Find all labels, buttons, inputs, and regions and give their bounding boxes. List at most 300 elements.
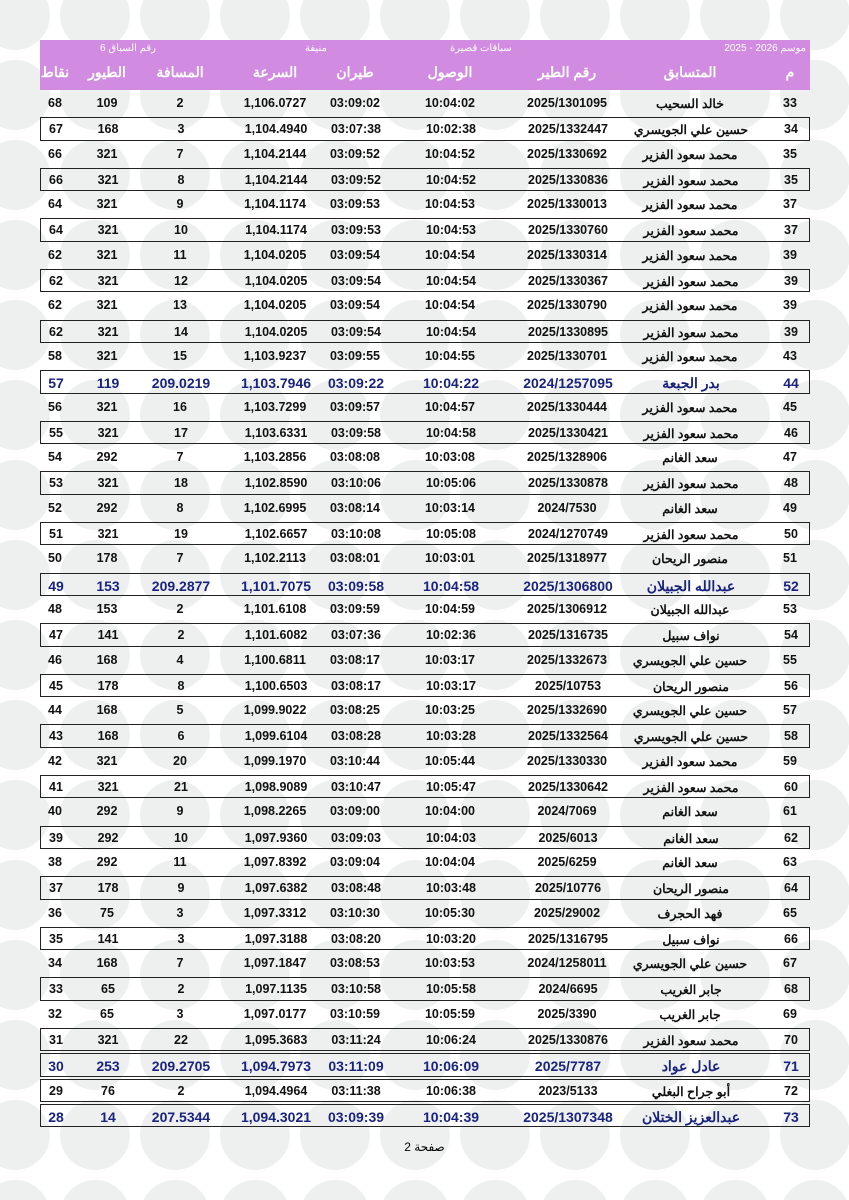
cell-ring-number: 2025/1332564 bbox=[528, 729, 608, 744]
cell-speed: 1,101.7075 bbox=[240, 577, 312, 594]
cell-rank: 35 bbox=[783, 146, 797, 161]
cell-points: 44 bbox=[48, 703, 62, 718]
cell-rank: 66 bbox=[784, 931, 798, 946]
cell-flight-time: 03:09:59 bbox=[329, 601, 381, 616]
cell-birds: 321 bbox=[97, 425, 119, 440]
cell-points: 46 bbox=[48, 652, 62, 667]
cell-birds: 321 bbox=[97, 1032, 119, 1047]
cell-ring-number: 2025/1330790 bbox=[527, 298, 607, 313]
cell-ring-number: 2025/1330013 bbox=[527, 197, 607, 212]
cell-arrival: 10:04:02 bbox=[424, 96, 476, 110]
table-row bbox=[40, 320, 810, 343]
cell-rank: 50 bbox=[784, 527, 798, 542]
cell-competitor: نواف سبيل bbox=[662, 932, 720, 947]
cell-speed: 1,106.0727 bbox=[243, 96, 307, 110]
cell-points: 37 bbox=[49, 881, 63, 896]
cell-distance: 4 bbox=[176, 652, 184, 667]
cell-arrival: 10:04:04 bbox=[424, 854, 476, 869]
cell-distance: 12 bbox=[174, 274, 188, 289]
cell-arrival: 10:04:54 bbox=[425, 274, 477, 289]
cell-birds: 65 bbox=[101, 982, 115, 997]
cell-birds: 178 bbox=[96, 551, 118, 566]
cell-points: 62 bbox=[48, 298, 62, 313]
cell-ring-number: 2025/1330701 bbox=[527, 348, 607, 363]
cell-points: 47 bbox=[49, 628, 63, 643]
cell-points: 45 bbox=[49, 678, 63, 693]
cell-flight-time: 03:08:53 bbox=[329, 956, 381, 971]
cell-points: 43 bbox=[49, 729, 63, 744]
table-row bbox=[40, 826, 810, 849]
cell-ring-number: 2025/3390 bbox=[537, 1006, 597, 1021]
cell-distance: 3 bbox=[176, 905, 184, 920]
cell-competitor: محمد سعود الفزير bbox=[643, 528, 739, 543]
watermark-logo bbox=[140, 1180, 210, 1200]
cell-birds: 321 bbox=[97, 274, 119, 289]
cell-points: 34 bbox=[48, 956, 62, 971]
cell-competitor: محمد سعود الفزير bbox=[643, 426, 739, 441]
cell-competitor: منصور الريحان bbox=[652, 552, 728, 567]
cell-ring-number: 2025/1330878 bbox=[528, 476, 608, 491]
cell-rank: 69 bbox=[783, 1006, 797, 1021]
cell-flight-time: 03:07:36 bbox=[330, 628, 382, 643]
cell-rank: 34 bbox=[784, 122, 798, 137]
cell-distance: 8 bbox=[177, 678, 185, 693]
cell-speed: 1,102.6995 bbox=[243, 500, 307, 515]
cell-arrival: 10:05:59 bbox=[424, 1006, 476, 1021]
column-header-ring-number: رقم الطير bbox=[537, 64, 597, 80]
table-row bbox=[40, 1053, 810, 1076]
table-header bbox=[40, 40, 810, 90]
cell-arrival: 10:04:54 bbox=[425, 324, 477, 339]
cell-rank: 48 bbox=[784, 476, 798, 491]
cell-rank: 49 bbox=[783, 500, 797, 515]
cell-points: 68 bbox=[48, 96, 62, 110]
cell-competitor: محمد سعود الفزير bbox=[642, 349, 738, 364]
cell-competitor: فهد الحجرف bbox=[657, 906, 723, 921]
table-row bbox=[40, 800, 810, 823]
cell-arrival: 10:05:58 bbox=[425, 982, 477, 997]
cell-rank: 58 bbox=[784, 729, 798, 744]
cell-ring-number: 2023/5133 bbox=[538, 1083, 598, 1098]
cell-rank: 71 bbox=[783, 1058, 799, 1075]
cell-flight-time: 03:08:20 bbox=[330, 931, 382, 946]
cell-arrival: 10:02:36 bbox=[425, 628, 477, 643]
cell-arrival: 10:04:39 bbox=[422, 1108, 480, 1125]
table-row bbox=[40, 750, 810, 773]
cell-points: 42 bbox=[48, 753, 62, 768]
cell-speed: 1,100.6503 bbox=[244, 678, 308, 693]
cell-points: 53 bbox=[49, 476, 63, 491]
cell-flight-time: 03:08:25 bbox=[329, 703, 381, 718]
table-row bbox=[40, 294, 810, 317]
cell-birds: 168 bbox=[97, 729, 119, 744]
cell-flight-time: 03:09:00 bbox=[329, 804, 381, 819]
cell-rank: 45 bbox=[783, 399, 797, 414]
cell-speed: 1,101.6108 bbox=[243, 601, 307, 616]
cell-rank: 62 bbox=[784, 830, 798, 845]
cell-rank: 39 bbox=[784, 274, 798, 289]
table-row bbox=[40, 143, 810, 166]
column-header-flight-time: طيران bbox=[336, 64, 374, 80]
cell-competitor: بدر الجبعة bbox=[662, 375, 720, 392]
cell-rank: 37 bbox=[783, 197, 797, 212]
cell-birds: 76 bbox=[101, 1083, 115, 1098]
race-number-label: رقم السباق 6 bbox=[100, 43, 156, 54]
cell-points: 32 bbox=[48, 1006, 62, 1021]
cell-ring-number: 2025/1306912 bbox=[527, 601, 607, 616]
season-label: موسم 2026 - 2025 bbox=[724, 43, 806, 54]
cell-rank: 43 bbox=[783, 348, 797, 363]
cell-rank: 67 bbox=[783, 956, 797, 971]
cell-birds: 109 bbox=[96, 96, 118, 110]
cell-birds: 321 bbox=[96, 399, 118, 414]
cell-birds: 321 bbox=[97, 172, 119, 187]
cell-ring-number: 2025/6013 bbox=[538, 830, 598, 845]
cell-birds: 292 bbox=[96, 500, 118, 515]
table-row bbox=[40, 193, 810, 216]
cell-arrival: 10:05:44 bbox=[424, 753, 476, 768]
cell-speed: 1,094.3021 bbox=[240, 1108, 312, 1125]
cell-speed: 1,104.1174 bbox=[244, 197, 306, 212]
cell-points: 54 bbox=[48, 450, 62, 465]
cell-arrival: 10:03:17 bbox=[425, 678, 477, 693]
cell-competitor: محمد سعود الفزير bbox=[642, 198, 738, 213]
cell-competitor: حسين علي الجويسري bbox=[632, 704, 748, 719]
table-row bbox=[40, 1003, 810, 1026]
cell-competitor: سعد الغانم bbox=[662, 501, 718, 516]
cell-distance: 9 bbox=[176, 197, 184, 212]
cell-speed: 1,103.7299 bbox=[243, 399, 307, 414]
cell-distance: 6 bbox=[177, 729, 185, 744]
cell-arrival: 10:05:30 bbox=[424, 905, 476, 920]
location-label: منيفة bbox=[305, 43, 327, 54]
cell-speed: 1,097.6382 bbox=[244, 881, 308, 896]
cell-speed: 1,097.3312 bbox=[243, 905, 307, 920]
cell-points: 51 bbox=[49, 527, 63, 542]
cell-points: 66 bbox=[48, 146, 62, 161]
cell-flight-time: 03:10:08 bbox=[330, 527, 382, 542]
watermark-logo bbox=[540, 1180, 610, 1200]
cell-flight-time: 03:08:28 bbox=[330, 729, 382, 744]
cell-flight-time: 03:10:06 bbox=[330, 476, 382, 491]
column-header-speed: السرعة bbox=[252, 64, 298, 80]
table-row bbox=[40, 117, 810, 140]
table-row bbox=[40, 1079, 810, 1102]
cell-flight-time: 03:10:59 bbox=[329, 1006, 381, 1021]
cell-flight-time: 03:09:54 bbox=[330, 274, 382, 289]
table-row bbox=[40, 547, 810, 570]
cell-flight-time: 03:09:58 bbox=[327, 577, 385, 594]
cell-points: 64 bbox=[48, 197, 62, 212]
cell-flight-time: 03:08:17 bbox=[329, 652, 381, 667]
cell-speed: 1,104.4940 bbox=[244, 122, 308, 137]
cell-flight-time: 03:09:39 bbox=[327, 1108, 385, 1125]
cell-ring-number: 2025/1316735 bbox=[528, 628, 608, 643]
cell-flight-time: 03:10:58 bbox=[330, 982, 382, 997]
cell-points: 56 bbox=[48, 399, 62, 414]
cell-birds: 321 bbox=[96, 753, 118, 768]
cell-competitor: محمد سعود الفزير bbox=[642, 147, 738, 162]
cell-speed: 1,097.8392 bbox=[243, 854, 307, 869]
cell-flight-time: 03:10:47 bbox=[330, 780, 382, 795]
cell-points: 62 bbox=[48, 247, 62, 262]
cell-rank: 39 bbox=[784, 324, 798, 339]
cell-competitor: عبدالله الجبيلان bbox=[650, 602, 730, 617]
cell-distance: 19 bbox=[174, 527, 188, 542]
cell-rank: 70 bbox=[784, 1032, 798, 1047]
column-header-birds: الطيور bbox=[88, 64, 126, 80]
cell-speed: 1,102.6657 bbox=[244, 527, 308, 542]
cell-points: 62 bbox=[49, 274, 63, 289]
cell-rank: 61 bbox=[783, 804, 797, 819]
cell-distance: 2 bbox=[176, 96, 184, 110]
cell-distance: 2 bbox=[177, 628, 185, 643]
table-row bbox=[40, 952, 810, 975]
cell-flight-time: 03:09:52 bbox=[329, 146, 381, 161]
cell-ring-number: 2025/1330330 bbox=[527, 753, 607, 768]
cell-competitor: محمد سعود الفزير bbox=[643, 275, 739, 290]
table-row bbox=[40, 724, 810, 747]
table-row bbox=[40, 370, 810, 393]
cell-arrival: 10:03:25 bbox=[424, 703, 476, 718]
cell-ring-number: 2024/1270749 bbox=[528, 527, 608, 542]
cell-arrival: 10:04:57 bbox=[424, 399, 476, 414]
cell-flight-time: 03:09:04 bbox=[329, 854, 381, 869]
cell-birds: 168 bbox=[96, 956, 118, 971]
cell-distance: 22 bbox=[174, 1032, 188, 1047]
cell-birds: 168 bbox=[96, 703, 118, 718]
cell-points: 39 bbox=[49, 830, 63, 845]
cell-competitor: حسين علي الجويسري bbox=[633, 730, 749, 745]
cell-flight-time: 03:09:02 bbox=[329, 96, 381, 110]
cell-speed: 1,097.0177 bbox=[243, 1006, 307, 1021]
cell-flight-time: 03:09:53 bbox=[329, 197, 381, 212]
cell-competitor: عبدالله الجبيلان bbox=[646, 577, 736, 594]
cell-flight-time: 03:09:54 bbox=[329, 247, 381, 262]
table-row bbox=[40, 649, 810, 672]
cell-competitor: حسين علي الجويسري bbox=[633, 123, 749, 138]
watermark-logo bbox=[300, 1180, 370, 1200]
cell-points: 62 bbox=[49, 324, 63, 339]
cell-rank: 56 bbox=[784, 678, 798, 693]
cell-arrival: 10:05:06 bbox=[425, 476, 477, 491]
cell-arrival: 10:03:08 bbox=[424, 450, 476, 465]
watermark-logo bbox=[700, 1180, 770, 1200]
watermark-logo bbox=[620, 1180, 690, 1200]
cell-birds: 178 bbox=[97, 881, 119, 896]
cell-rank: 54 bbox=[784, 628, 798, 643]
cell-ring-number: 2025/1332673 bbox=[527, 652, 607, 667]
cell-ring-number: 2024/1257095 bbox=[523, 375, 613, 392]
cell-points: 33 bbox=[49, 982, 63, 997]
cell-rank: 73 bbox=[783, 1108, 799, 1125]
cell-rank: 52 bbox=[783, 577, 799, 594]
cell-competitor: محمد سعود الفزير bbox=[643, 325, 739, 340]
cell-competitor: سعد الغانم bbox=[662, 805, 718, 820]
column-header-competitor: المتسابق bbox=[663, 64, 717, 80]
cell-arrival: 10:03:20 bbox=[425, 931, 477, 946]
cell-distance: 15 bbox=[173, 348, 187, 363]
cell-rank: 46 bbox=[784, 425, 798, 440]
cell-competitor: محمد سعود الفزير bbox=[642, 248, 738, 263]
table-row bbox=[40, 977, 810, 1000]
column-header-points: نقاط bbox=[40, 64, 70, 80]
table-row bbox=[40, 876, 810, 899]
watermark-logo bbox=[460, 1180, 530, 1200]
cell-ring-number: 2025/1330367 bbox=[528, 274, 608, 289]
cell-rank: 39 bbox=[783, 298, 797, 313]
cell-points: 67 bbox=[49, 122, 63, 137]
cell-points: 36 bbox=[48, 905, 62, 920]
cell-competitor: محمد سعود الفزير bbox=[643, 477, 739, 492]
cell-competitor: منصور الريحان bbox=[653, 882, 729, 897]
cell-birds: 321 bbox=[96, 298, 118, 313]
cell-flight-time: 03:09:54 bbox=[330, 324, 382, 339]
cell-ring-number: 2025/1332447 bbox=[528, 122, 608, 137]
cell-points: 49 bbox=[48, 577, 64, 594]
cell-rank: 39 bbox=[783, 247, 797, 262]
cell-ring-number: 2025/1330760 bbox=[528, 223, 608, 238]
cell-rank: 55 bbox=[783, 652, 797, 667]
table-row bbox=[40, 902, 810, 925]
cell-arrival: 10:05:47 bbox=[425, 780, 477, 795]
cell-flight-time: 03:10:30 bbox=[329, 905, 381, 920]
results-table bbox=[40, 92, 810, 1129]
cell-speed: 1,099.9022 bbox=[243, 703, 307, 718]
cell-speed: 1,104.0205 bbox=[244, 274, 308, 289]
watermark-logo bbox=[220, 1180, 290, 1200]
cell-ring-number: 2025/10776 bbox=[534, 881, 602, 896]
table-row bbox=[40, 497, 810, 520]
cell-points: 64 bbox=[49, 223, 63, 238]
cell-arrival: 10:04:03 bbox=[425, 830, 477, 845]
cell-ring-number: 2025/1330876 bbox=[528, 1032, 608, 1047]
cell-arrival: 10:04:00 bbox=[424, 804, 476, 819]
cell-ring-number: 2025/1318977 bbox=[527, 551, 607, 566]
cell-competitor: محمد سعود الفزير bbox=[642, 299, 738, 314]
cell-speed: 1,104.0205 bbox=[243, 298, 307, 313]
table-row bbox=[40, 421, 810, 444]
cell-competitor: منصور الريحان bbox=[653, 679, 729, 694]
table-row bbox=[40, 598, 810, 621]
cell-competitor: أبو جراح البغلي bbox=[651, 1084, 731, 1099]
cell-distance: 2 bbox=[176, 601, 184, 616]
cell-birds: 141 bbox=[97, 628, 119, 643]
cell-points: 50 bbox=[48, 551, 62, 566]
cell-rank: 53 bbox=[783, 601, 797, 616]
cell-competitor: محمد سعود الفزير bbox=[642, 754, 738, 769]
cell-speed: 1,104.0205 bbox=[244, 324, 308, 339]
cell-arrival: 10:03:17 bbox=[424, 652, 476, 667]
cell-birds: 321 bbox=[97, 324, 119, 339]
cell-arrival: 10:02:38 bbox=[425, 122, 477, 137]
cell-arrival: 10:04:58 bbox=[425, 425, 477, 440]
category-label: سباقات قصيرة bbox=[450, 43, 512, 54]
cell-flight-time: 03:09:53 bbox=[330, 223, 382, 238]
cell-points: 28 bbox=[48, 1108, 64, 1125]
cell-rank: 51 bbox=[783, 551, 797, 566]
table-row bbox=[40, 269, 810, 292]
cell-birds: 153 bbox=[96, 601, 118, 616]
table-row bbox=[40, 345, 810, 368]
cell-speed: 1,097.9360 bbox=[244, 830, 308, 845]
cell-competitor: جابر الغريب bbox=[659, 1007, 721, 1022]
cell-arrival: 10:04:58 bbox=[422, 577, 480, 594]
cell-points: 55 bbox=[49, 425, 63, 440]
cell-distance: 209.0219 bbox=[151, 375, 211, 392]
cell-competitor: محمد سعود الفزير bbox=[642, 400, 738, 415]
column-header-arrival: الوصول bbox=[427, 64, 473, 80]
cell-birds: 321 bbox=[96, 348, 118, 363]
cell-flight-time: 03:11:24 bbox=[331, 1032, 381, 1047]
cell-arrival: 10:03:48 bbox=[425, 881, 477, 896]
cell-birds: 321 bbox=[96, 247, 118, 262]
cell-arrival: 10:04:22 bbox=[422, 375, 480, 392]
cell-distance: 11 bbox=[173, 854, 187, 869]
cell-competitor: سعد الغانم bbox=[662, 451, 718, 466]
cell-distance: 11 bbox=[173, 247, 187, 262]
cell-distance: 10 bbox=[174, 223, 188, 238]
cell-ring-number: 2025/1330314 bbox=[527, 247, 607, 262]
table-row bbox=[40, 244, 810, 267]
cell-distance: 9 bbox=[176, 804, 184, 819]
cell-points: 66 bbox=[49, 172, 63, 187]
cell-birds: 321 bbox=[96, 146, 118, 161]
cell-points: 38 bbox=[48, 854, 62, 869]
cell-competitor: عادل عواد bbox=[661, 1058, 721, 1075]
cell-distance: 21 bbox=[174, 780, 188, 795]
cell-competitor: محمد سعود الفزير bbox=[643, 224, 739, 239]
cell-arrival: 10:03:53 bbox=[424, 956, 476, 971]
cell-rank: 35 bbox=[784, 172, 798, 187]
cell-ring-number: 2025/1330421 bbox=[528, 425, 608, 440]
cell-ring-number: 2025/1330642 bbox=[528, 780, 608, 795]
cell-rank: 59 bbox=[783, 753, 797, 768]
cell-rank: 65 bbox=[783, 905, 797, 920]
cell-arrival: 10:04:52 bbox=[425, 172, 477, 187]
cell-distance: 8 bbox=[176, 500, 184, 515]
cell-birds: 75 bbox=[100, 905, 114, 920]
cell-flight-time: 03:08:08 bbox=[329, 450, 381, 465]
cell-arrival: 10:04:54 bbox=[424, 298, 476, 313]
cell-rank: 33 bbox=[783, 96, 797, 110]
cell-distance: 3 bbox=[177, 122, 185, 137]
cell-speed: 1,101.6082 bbox=[244, 628, 308, 643]
cell-flight-time: 03:11:09 bbox=[328, 1058, 384, 1075]
cell-birds: 141 bbox=[97, 931, 119, 946]
cell-birds: 292 bbox=[96, 804, 118, 819]
cell-speed: 1,097.1135 bbox=[245, 982, 307, 997]
cell-speed: 1,102.8590 bbox=[244, 476, 308, 491]
cell-speed: 1,099.1970 bbox=[243, 753, 307, 768]
cell-arrival: 10:05:08 bbox=[425, 527, 477, 542]
cell-speed: 1,097.3188 bbox=[244, 931, 308, 946]
cell-birds: 321 bbox=[97, 780, 119, 795]
cell-speed: 1,097.1847 bbox=[243, 956, 307, 971]
table-row bbox=[40, 396, 810, 419]
table-row bbox=[40, 775, 810, 798]
cell-points: 52 bbox=[48, 500, 62, 515]
cell-points: 58 bbox=[48, 348, 62, 363]
cell-speed: 1,099.6104 bbox=[244, 729, 308, 744]
cell-ring-number: 2025/7787 bbox=[534, 1058, 602, 1075]
cell-rank: 60 bbox=[784, 780, 798, 795]
cell-rank: 72 bbox=[784, 1083, 798, 1098]
cell-flight-time: 03:10:44 bbox=[329, 753, 381, 768]
cell-speed: 1,102.2113 bbox=[244, 551, 306, 566]
cell-speed: 1,094.7973 bbox=[240, 1058, 312, 1075]
cell-distance: 16 bbox=[173, 399, 187, 414]
